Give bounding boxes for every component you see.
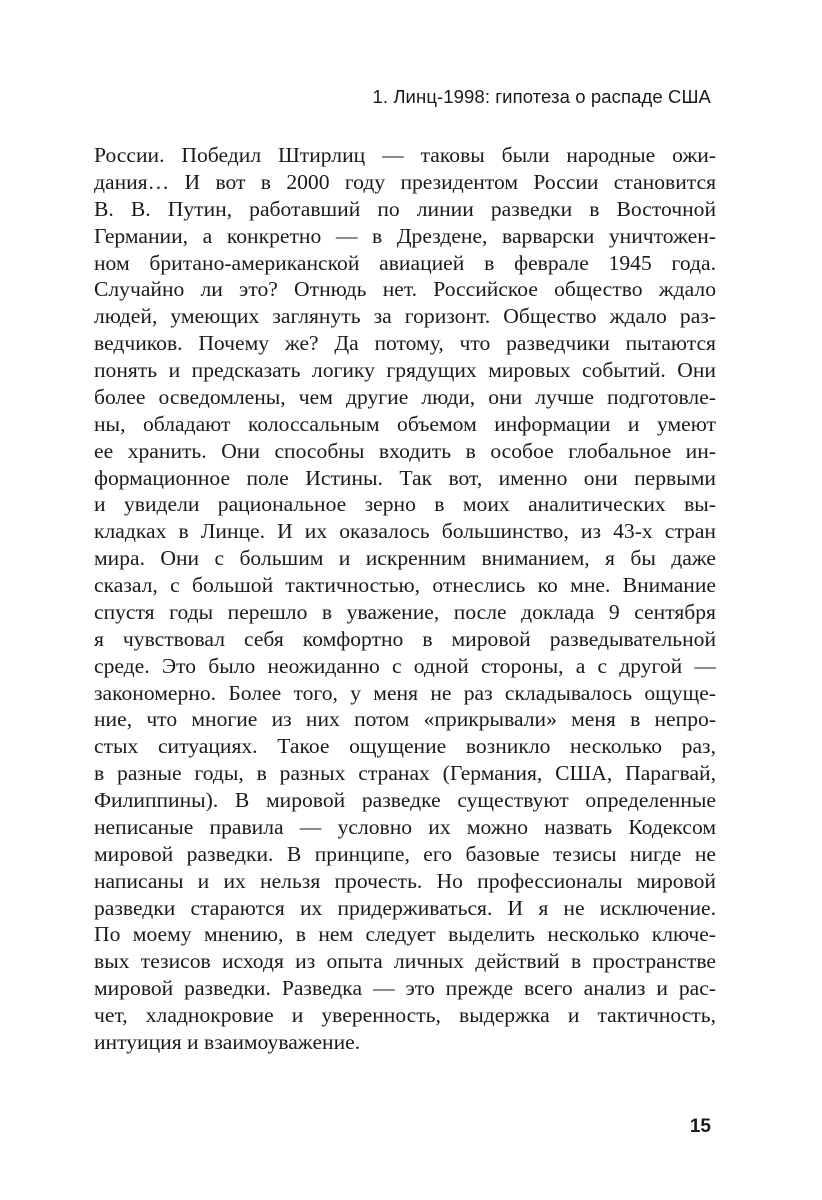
running-header: 1. Линц-1998: гипотеза о распаде США	[372, 86, 711, 107]
text-line: ее хранить. Они способны входить в особое глобальное ин-	[94, 438, 716, 463]
text-line: Филиппины). В мировой разведке существуют определенные	[94, 788, 716, 812]
text-line: спустя годы перешло в уважение, после доклада 9 сентября	[94, 599, 716, 624]
text-line: По моему мнению, в нем следует выделить несколько ключе-	[94, 922, 716, 947]
text-line: ном британо-американской авиацией в феврале 1945 года.	[94, 250, 716, 275]
text-line: вых тезисов исходя из опыта личных действий в пространстве	[94, 949, 716, 974]
text-line: сказал, с большой тактичностью, отнеслись ко мне. Внимание	[94, 573, 716, 597]
text-line: в разные годы, в разных странах (Германия, США, Парагвай,	[94, 761, 716, 786]
text-line: дания… И вот в 2000 году президентом России становится	[94, 169, 716, 194]
text-line: мировой разведки. Разведка — это прежде всего анализ и рас-	[94, 976, 716, 1001]
body-text	[94, 142, 716, 1056]
text-line: среде. Это было неожиданно с одной стороны, а с другой —	[94, 653, 716, 678]
text-line: Случайно ли это? Отнюдь нет. Российское общество ждало	[94, 277, 716, 302]
text-line: и увидели рациональное зерно в моих аналитических вы-	[94, 492, 716, 517]
text-line: интуиция и взаимоуважение.	[94, 1029, 361, 1054]
text-line: ведчиков. Почему же? Да потому, что разведчики пытаются	[94, 331, 716, 356]
text-line: закономерно. Более того, у меня не раз складывалось ощуще-	[94, 680, 716, 705]
text-line: мировой разведки. В принципе, его базовые тезисы нигде не	[94, 841, 716, 866]
text-line: неписаные правила — условно их можно назвать Кодексом	[94, 814, 716, 839]
text-line: написаны и их нельзя прочесть. Но профессионалы мировой	[94, 868, 716, 893]
text-line: России. Победил Штирлиц — таковы были народные ожи-	[94, 143, 716, 167]
text-line: я чувствовал себя комфортно в мировой разведывательной	[94, 626, 716, 651]
text-line: людей, умеющих заглянуть за горизонт. Общество ждало раз-	[94, 304, 716, 329]
text-line: В. В. Путин, работавший по линии разведки в Восточной	[94, 196, 716, 221]
text-line: чет, хладнокровие и уверенность, выдержка и тактичность,	[94, 1003, 716, 1027]
text-line: мира. Они с большим и искренним вниманием, я бы даже	[94, 546, 716, 571]
text-line: более осведомлены, чем другие люди, они лучше подготовле-	[94, 384, 716, 409]
text-line: стых ситуациях. Такое ощущение возникло несколько раз,	[94, 734, 716, 759]
text-line: кладках в Линце. И их оказалось большинство, из 43-х стран	[94, 519, 716, 544]
text-line: ние, что многие из них потом «прикрывали» меня в непро-	[94, 707, 716, 732]
page-number: 15	[689, 1116, 711, 1137]
text-line: ны, обладают колоссальным объемом информации и умеют	[94, 411, 716, 436]
text-line: понять и предсказать логику грядущих мировых событий. Они	[94, 358, 716, 382]
text-line: разведки стараются их придерживаться. И я не исключение.	[94, 895, 716, 920]
text-line: Германии, а конкретно — в Дрездене, варварски уничтожен-	[94, 223, 716, 248]
text-line: формационное поле Истины. Так вот, именно они первыми	[94, 465, 716, 490]
